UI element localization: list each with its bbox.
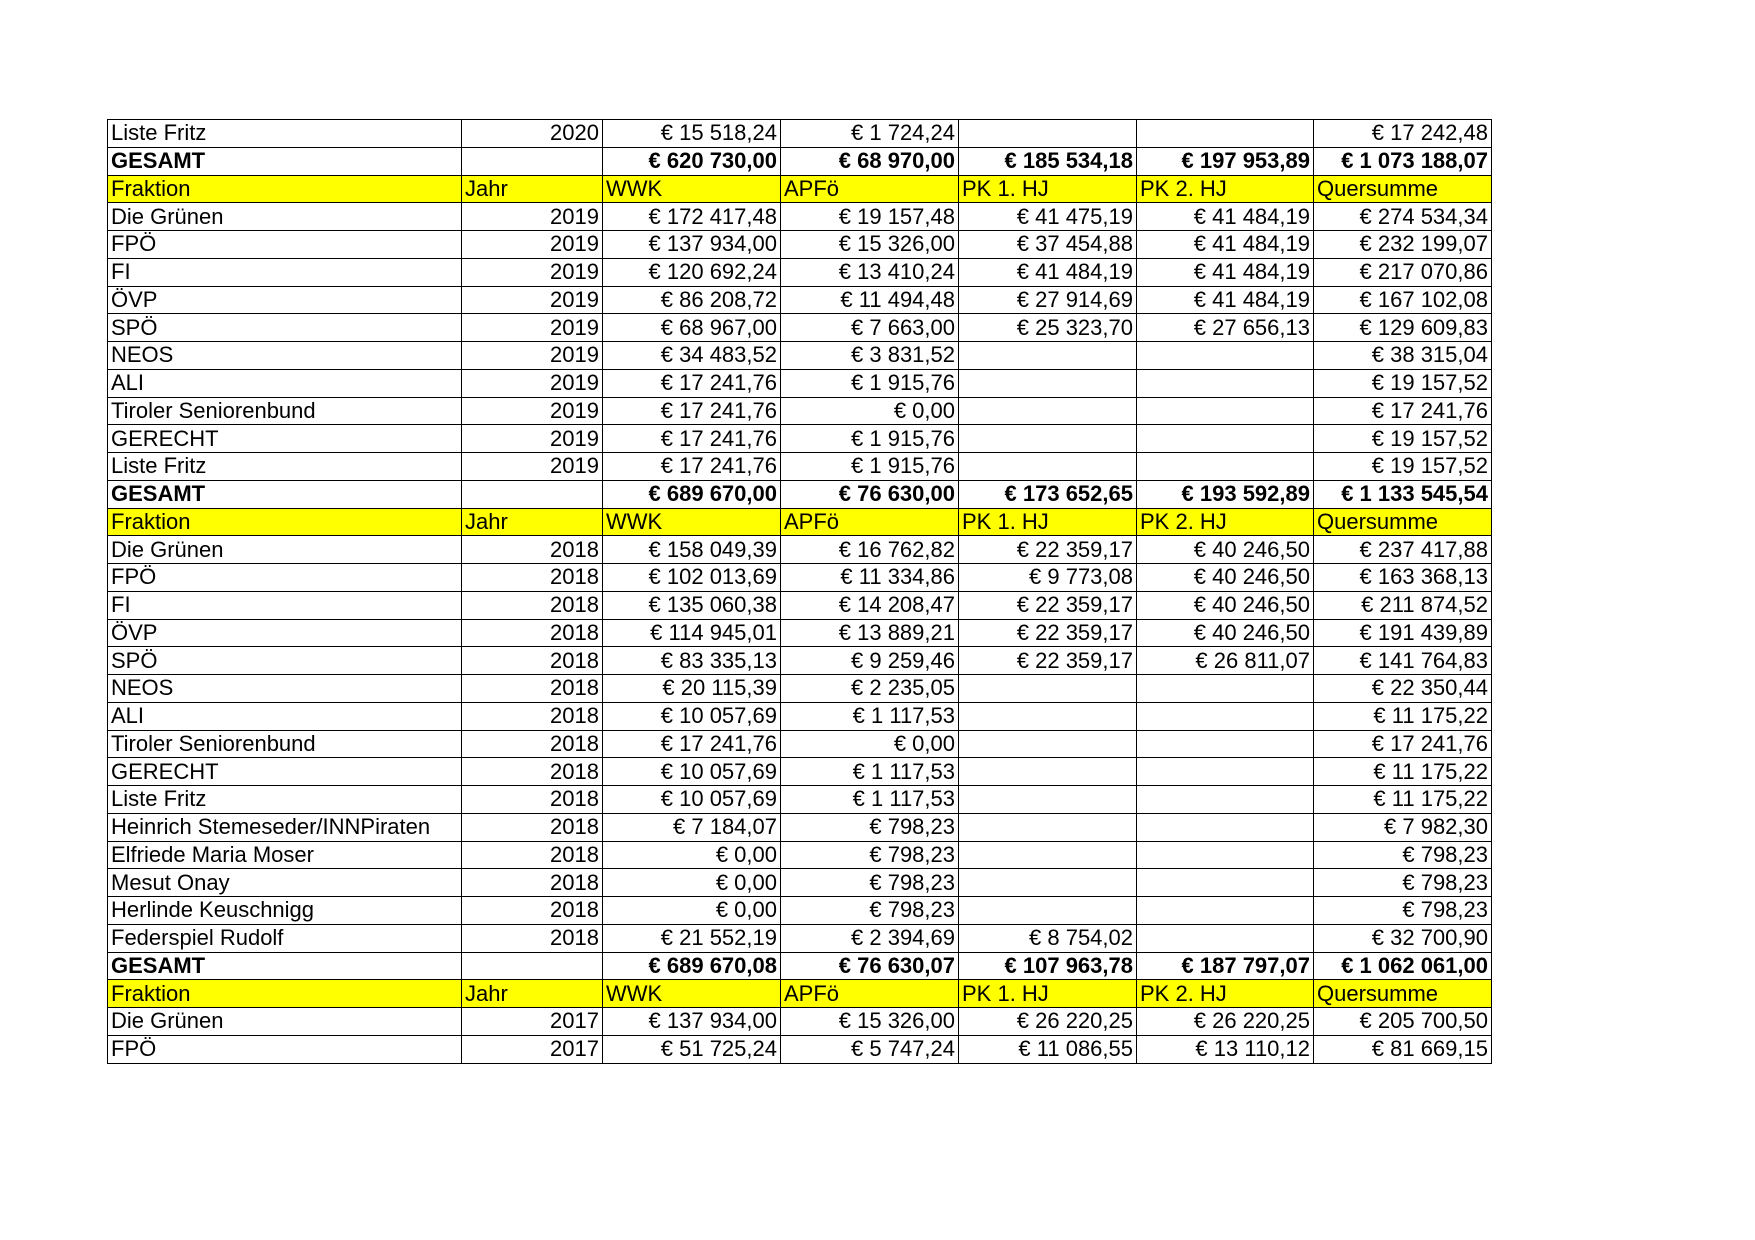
pk2-cell [1137,869,1314,897]
jahr-cell: 2018 [462,702,603,730]
fraktion-cell: FPÖ [108,1035,462,1063]
column-header: Jahr [462,980,603,1008]
apfoe-cell: € 13 889,21 [781,619,959,647]
jahr-cell [462,952,603,980]
apfoe-cell: € 798,23 [781,813,959,841]
apfoe-cell: € 1 915,76 [781,425,959,453]
pk1-cell [959,758,1137,786]
wwk-cell: € 10 057,69 [603,786,781,814]
pk2-cell [1137,758,1314,786]
table-row [108,258,1492,286]
quersumme-cell: € 11 175,22 [1314,786,1492,814]
pk2-cell [1137,397,1314,425]
total-row [108,480,1492,508]
apfoe-cell: € 2 394,69 [781,924,959,952]
pk1-cell [959,702,1137,730]
column-header: Quersumme [1314,175,1492,203]
pk1-cell [959,425,1137,453]
jahr-cell: 2018 [462,786,603,814]
pk1-cell [959,841,1137,869]
column-header: APFö [781,175,959,203]
table-row [108,730,1492,758]
wwk-cell: € 620 730,00 [603,147,781,175]
quersumme-cell: € 798,23 [1314,841,1492,869]
wwk-cell: € 172 417,48 [603,203,781,231]
fraktion-cell: FPÖ [108,564,462,592]
funding-table [107,119,1492,1064]
jahr-cell: 2019 [462,286,603,314]
apfoe-cell: € 9 259,46 [781,647,959,675]
fraktion-cell: Tiroler Seniorenbund [108,730,462,758]
fraktion-cell: FPÖ [108,231,462,259]
quersumme-cell: € 17 241,76 [1314,730,1492,758]
jahr-cell: 2018 [462,869,603,897]
jahr-cell: 2018 [462,758,603,786]
pk2-cell [1137,924,1314,952]
quersumme-cell: € 81 669,15 [1314,1035,1492,1063]
wwk-cell: € 68 967,00 [603,314,781,342]
pk1-cell [959,369,1137,397]
pk2-cell: € 41 484,19 [1137,258,1314,286]
fraktion-cell: ALI [108,702,462,730]
jahr-cell: 2019 [462,369,603,397]
quersumme-cell: € 798,23 [1314,897,1492,925]
table-row [108,1035,1492,1063]
quersumme-cell: € 38 315,04 [1314,342,1492,370]
table-row [108,1008,1492,1036]
fraktion-cell: GERECHT [108,758,462,786]
jahr-cell: 2018 [462,730,603,758]
pk1-cell [959,120,1137,148]
apfoe-cell: € 11 494,48 [781,286,959,314]
pk2-cell: € 40 246,50 [1137,619,1314,647]
pk1-cell: € 41 475,19 [959,203,1137,231]
pk1-cell: € 9 773,08 [959,564,1137,592]
wwk-cell: € 86 208,72 [603,286,781,314]
quersumme-cell: € 19 157,52 [1314,425,1492,453]
apfoe-cell: € 1 915,76 [781,453,959,481]
wwk-cell: € 21 552,19 [603,924,781,952]
pk2-cell [1137,425,1314,453]
pk2-cell [1137,730,1314,758]
jahr-cell: 2019 [462,258,603,286]
column-header: APFö [781,980,959,1008]
table-row [108,869,1492,897]
apfoe-cell: € 3 831,52 [781,342,959,370]
apfoe-cell: € 0,00 [781,397,959,425]
wwk-cell: € 135 060,38 [603,591,781,619]
column-header: APFö [781,508,959,536]
pk2-cell: € 26 220,25 [1137,1008,1314,1036]
jahr-cell: 2019 [462,453,603,481]
table-row [108,758,1492,786]
wwk-cell: € 689 670,00 [603,480,781,508]
wwk-cell: € 0,00 [603,897,781,925]
pk2-cell: € 40 246,50 [1137,536,1314,564]
pk1-cell: € 26 220,25 [959,1008,1137,1036]
table-row [108,425,1492,453]
table-row [108,564,1492,592]
wwk-cell: € 10 057,69 [603,702,781,730]
pk1-cell [959,897,1137,925]
pk2-cell: € 197 953,89 [1137,147,1314,175]
quersumme-cell: € 19 157,52 [1314,453,1492,481]
fraktion-cell: SPÖ [108,314,462,342]
quersumme-cell: € 211 874,52 [1314,591,1492,619]
pk1-cell [959,730,1137,758]
fraktion-cell: Heinrich Stemeseder/INNPiraten [108,813,462,841]
quersumme-cell: € 163 368,13 [1314,564,1492,592]
apfoe-cell: € 1 117,53 [781,758,959,786]
apfoe-cell: € 1 724,24 [781,120,959,148]
column-header: Fraktion [108,508,462,536]
column-header: PK 2. HJ [1137,508,1314,536]
total-row [108,147,1492,175]
fraktion-cell: Herlinde Keuschnigg [108,897,462,925]
table-row [108,286,1492,314]
pk2-cell: € 41 484,19 [1137,203,1314,231]
pk1-cell: € 37 454,88 [959,231,1137,259]
pk2-cell: € 193 592,89 [1137,480,1314,508]
wwk-cell: € 10 057,69 [603,758,781,786]
quersumme-cell: € 11 175,22 [1314,702,1492,730]
jahr-cell [462,147,603,175]
fraktion-cell: SPÖ [108,647,462,675]
jahr-cell: 2018 [462,924,603,952]
pk1-cell [959,397,1137,425]
jahr-cell: 2017 [462,1008,603,1036]
fraktion-cell: Die Grünen [108,203,462,231]
fraktion-cell: Liste Fritz [108,120,462,148]
table-row [108,675,1492,703]
quersumme-cell: € 17 242,48 [1314,120,1492,148]
wwk-cell: € 114 945,01 [603,619,781,647]
fraktion-cell: Mesut Onay [108,869,462,897]
pk2-cell [1137,813,1314,841]
apfoe-cell: € 11 334,86 [781,564,959,592]
quersumme-cell: € 32 700,90 [1314,924,1492,952]
pk1-cell: € 8 754,02 [959,924,1137,952]
jahr-cell: 2019 [462,425,603,453]
apfoe-cell: € 798,23 [781,841,959,869]
table-row [108,897,1492,925]
wwk-cell: € 120 692,24 [603,258,781,286]
wwk-cell: € 83 335,13 [603,647,781,675]
quersumme-cell: € 1 062 061,00 [1314,952,1492,980]
pk2-cell [1137,342,1314,370]
column-header: WWK [603,175,781,203]
pk1-cell: € 173 652,65 [959,480,1137,508]
pk2-cell: € 41 484,19 [1137,231,1314,259]
table-row [108,813,1492,841]
column-header: Jahr [462,508,603,536]
quersumme-cell: € 141 764,83 [1314,647,1492,675]
quersumme-cell: € 217 070,86 [1314,258,1492,286]
fraktion-cell: Liste Fritz [108,786,462,814]
pk1-cell: € 22 359,17 [959,647,1137,675]
column-header: Quersumme [1314,508,1492,536]
apfoe-cell: € 0,00 [781,730,959,758]
pk2-cell: € 26 811,07 [1137,647,1314,675]
pk2-cell [1137,369,1314,397]
quersumme-cell: € 22 350,44 [1314,675,1492,703]
quersumme-cell: € 205 700,50 [1314,1008,1492,1036]
pk1-cell: € 22 359,17 [959,619,1137,647]
quersumme-cell: € 17 241,76 [1314,397,1492,425]
fraktion-cell: FI [108,258,462,286]
pk2-cell: € 40 246,50 [1137,564,1314,592]
apfoe-cell: € 15 326,00 [781,1008,959,1036]
column-header: Fraktion [108,980,462,1008]
jahr-cell: 2019 [462,397,603,425]
apfoe-cell: € 76 630,07 [781,952,959,980]
fraktion-cell: NEOS [108,675,462,703]
pk2-cell [1137,675,1314,703]
jahr-cell: 2018 [462,841,603,869]
apfoe-cell: € 16 762,82 [781,536,959,564]
column-header: PK 1. HJ [959,508,1137,536]
header-row [108,508,1492,536]
jahr-cell: 2019 [462,203,603,231]
table-row [108,619,1492,647]
column-header: Quersumme [1314,980,1492,1008]
apfoe-cell: € 798,23 [781,869,959,897]
wwk-cell: € 17 241,76 [603,425,781,453]
apfoe-cell: € 5 747,24 [781,1035,959,1063]
quersumme-cell: € 167 102,08 [1314,286,1492,314]
fraktion-cell: Die Grünen [108,536,462,564]
wwk-cell: € 158 049,39 [603,536,781,564]
quersumme-cell: € 129 609,83 [1314,314,1492,342]
fraktion-cell: Elfriede Maria Moser [108,841,462,869]
jahr-cell: 2018 [462,675,603,703]
quersumme-cell: € 798,23 [1314,869,1492,897]
table-row [108,120,1492,148]
quersumme-cell: € 11 175,22 [1314,758,1492,786]
pk1-cell: € 185 534,18 [959,147,1137,175]
apfoe-cell: € 14 208,47 [781,591,959,619]
column-header: WWK [603,508,781,536]
fraktion-cell: GESAMT [108,147,462,175]
pk1-cell [959,675,1137,703]
quersumme-cell: € 7 982,30 [1314,813,1492,841]
fraktion-cell: Tiroler Seniorenbund [108,397,462,425]
wwk-cell: € 17 241,76 [603,369,781,397]
jahr-cell [462,480,603,508]
quersumme-cell: € 237 417,88 [1314,536,1492,564]
wwk-cell: € 34 483,52 [603,342,781,370]
wwk-cell: € 51 725,24 [603,1035,781,1063]
pk2-cell: € 40 246,50 [1137,591,1314,619]
wwk-cell: € 137 934,00 [603,1008,781,1036]
fraktion-cell: GESAMT [108,952,462,980]
jahr-cell: 2019 [462,342,603,370]
column-header: PK 2. HJ [1137,175,1314,203]
table-row [108,314,1492,342]
jahr-cell: 2019 [462,231,603,259]
apfoe-cell: € 76 630,00 [781,480,959,508]
table-body [108,120,1492,1064]
header-row [108,175,1492,203]
wwk-cell: € 15 518,24 [603,120,781,148]
pk2-cell [1137,453,1314,481]
column-header: PK 1. HJ [959,980,1137,1008]
pk2-cell [1137,120,1314,148]
fraktion-cell: Die Grünen [108,1008,462,1036]
column-header: WWK [603,980,781,1008]
quersumme-cell: € 1 133 545,54 [1314,480,1492,508]
quersumme-cell: € 232 199,07 [1314,231,1492,259]
jahr-cell: 2018 [462,647,603,675]
fraktion-cell: GESAMT [108,480,462,508]
jahr-cell: 2018 [462,619,603,647]
fraktion-cell: Liste Fritz [108,453,462,481]
pk2-cell [1137,897,1314,925]
pk1-cell [959,813,1137,841]
fraktion-cell: NEOS [108,342,462,370]
fraktion-cell: FI [108,591,462,619]
pk2-cell: € 41 484,19 [1137,286,1314,314]
wwk-cell: € 0,00 [603,841,781,869]
fraktion-cell: ALI [108,369,462,397]
table-row [108,536,1492,564]
table-row [108,453,1492,481]
jahr-cell: 2018 [462,897,603,925]
wwk-cell: € 17 241,76 [603,730,781,758]
wwk-cell: € 17 241,76 [603,453,781,481]
column-header: Fraktion [108,175,462,203]
apfoe-cell: € 7 663,00 [781,314,959,342]
apfoe-cell: € 1 915,76 [781,369,959,397]
pk2-cell [1137,841,1314,869]
quersumme-cell: € 1 073 188,07 [1314,147,1492,175]
pk1-cell: € 107 963,78 [959,952,1137,980]
table-row [108,397,1492,425]
jahr-cell: 2017 [462,1035,603,1063]
pk1-cell: € 11 086,55 [959,1035,1137,1063]
pk1-cell [959,342,1137,370]
fraktion-cell: ÖVP [108,619,462,647]
table-row [108,786,1492,814]
pk1-cell [959,869,1137,897]
column-header: PK 2. HJ [1137,980,1314,1008]
pk1-cell: € 22 359,17 [959,591,1137,619]
fraktion-cell: ÖVP [108,286,462,314]
header-row [108,980,1492,1008]
fraktion-cell: Federspiel Rudolf [108,924,462,952]
wwk-cell: € 20 115,39 [603,675,781,703]
total-row [108,952,1492,980]
table-row [108,841,1492,869]
pk2-cell [1137,702,1314,730]
table-row [108,591,1492,619]
wwk-cell: € 0,00 [603,869,781,897]
apfoe-cell: € 798,23 [781,897,959,925]
jahr-cell: 2018 [462,564,603,592]
table-row [108,342,1492,370]
pk2-cell: € 187 797,07 [1137,952,1314,980]
column-header: Jahr [462,175,603,203]
table-row [108,203,1492,231]
jahr-cell: 2019 [462,314,603,342]
quersumme-cell: € 19 157,52 [1314,369,1492,397]
jahr-cell: 2018 [462,813,603,841]
wwk-cell: € 17 241,76 [603,397,781,425]
pk2-cell [1137,786,1314,814]
pk1-cell: € 41 484,19 [959,258,1137,286]
pk1-cell: € 22 359,17 [959,536,1137,564]
table-row [108,231,1492,259]
apfoe-cell: € 2 235,05 [781,675,959,703]
apfoe-cell: € 68 970,00 [781,147,959,175]
jahr-cell: 2018 [462,536,603,564]
table-row [108,702,1492,730]
apfoe-cell: € 1 117,53 [781,702,959,730]
apfoe-cell: € 19 157,48 [781,203,959,231]
pk1-cell: € 25 323,70 [959,314,1137,342]
pk1-cell [959,786,1137,814]
table-row [108,647,1492,675]
table-row [108,369,1492,397]
quersumme-cell: € 191 439,89 [1314,619,1492,647]
apfoe-cell: € 1 117,53 [781,786,959,814]
wwk-cell: € 689 670,08 [603,952,781,980]
pk1-cell [959,453,1137,481]
wwk-cell: € 7 184,07 [603,813,781,841]
apfoe-cell: € 13 410,24 [781,258,959,286]
jahr-cell: 2018 [462,591,603,619]
pk2-cell: € 27 656,13 [1137,314,1314,342]
column-header: PK 1. HJ [959,175,1137,203]
pk1-cell: € 27 914,69 [959,286,1137,314]
wwk-cell: € 137 934,00 [603,231,781,259]
wwk-cell: € 102 013,69 [603,564,781,592]
quersumme-cell: € 274 534,34 [1314,203,1492,231]
pk2-cell: € 13 110,12 [1137,1035,1314,1063]
jahr-cell: 2020 [462,120,603,148]
fraktion-cell: GERECHT [108,425,462,453]
table-row [108,924,1492,952]
apfoe-cell: € 15 326,00 [781,231,959,259]
